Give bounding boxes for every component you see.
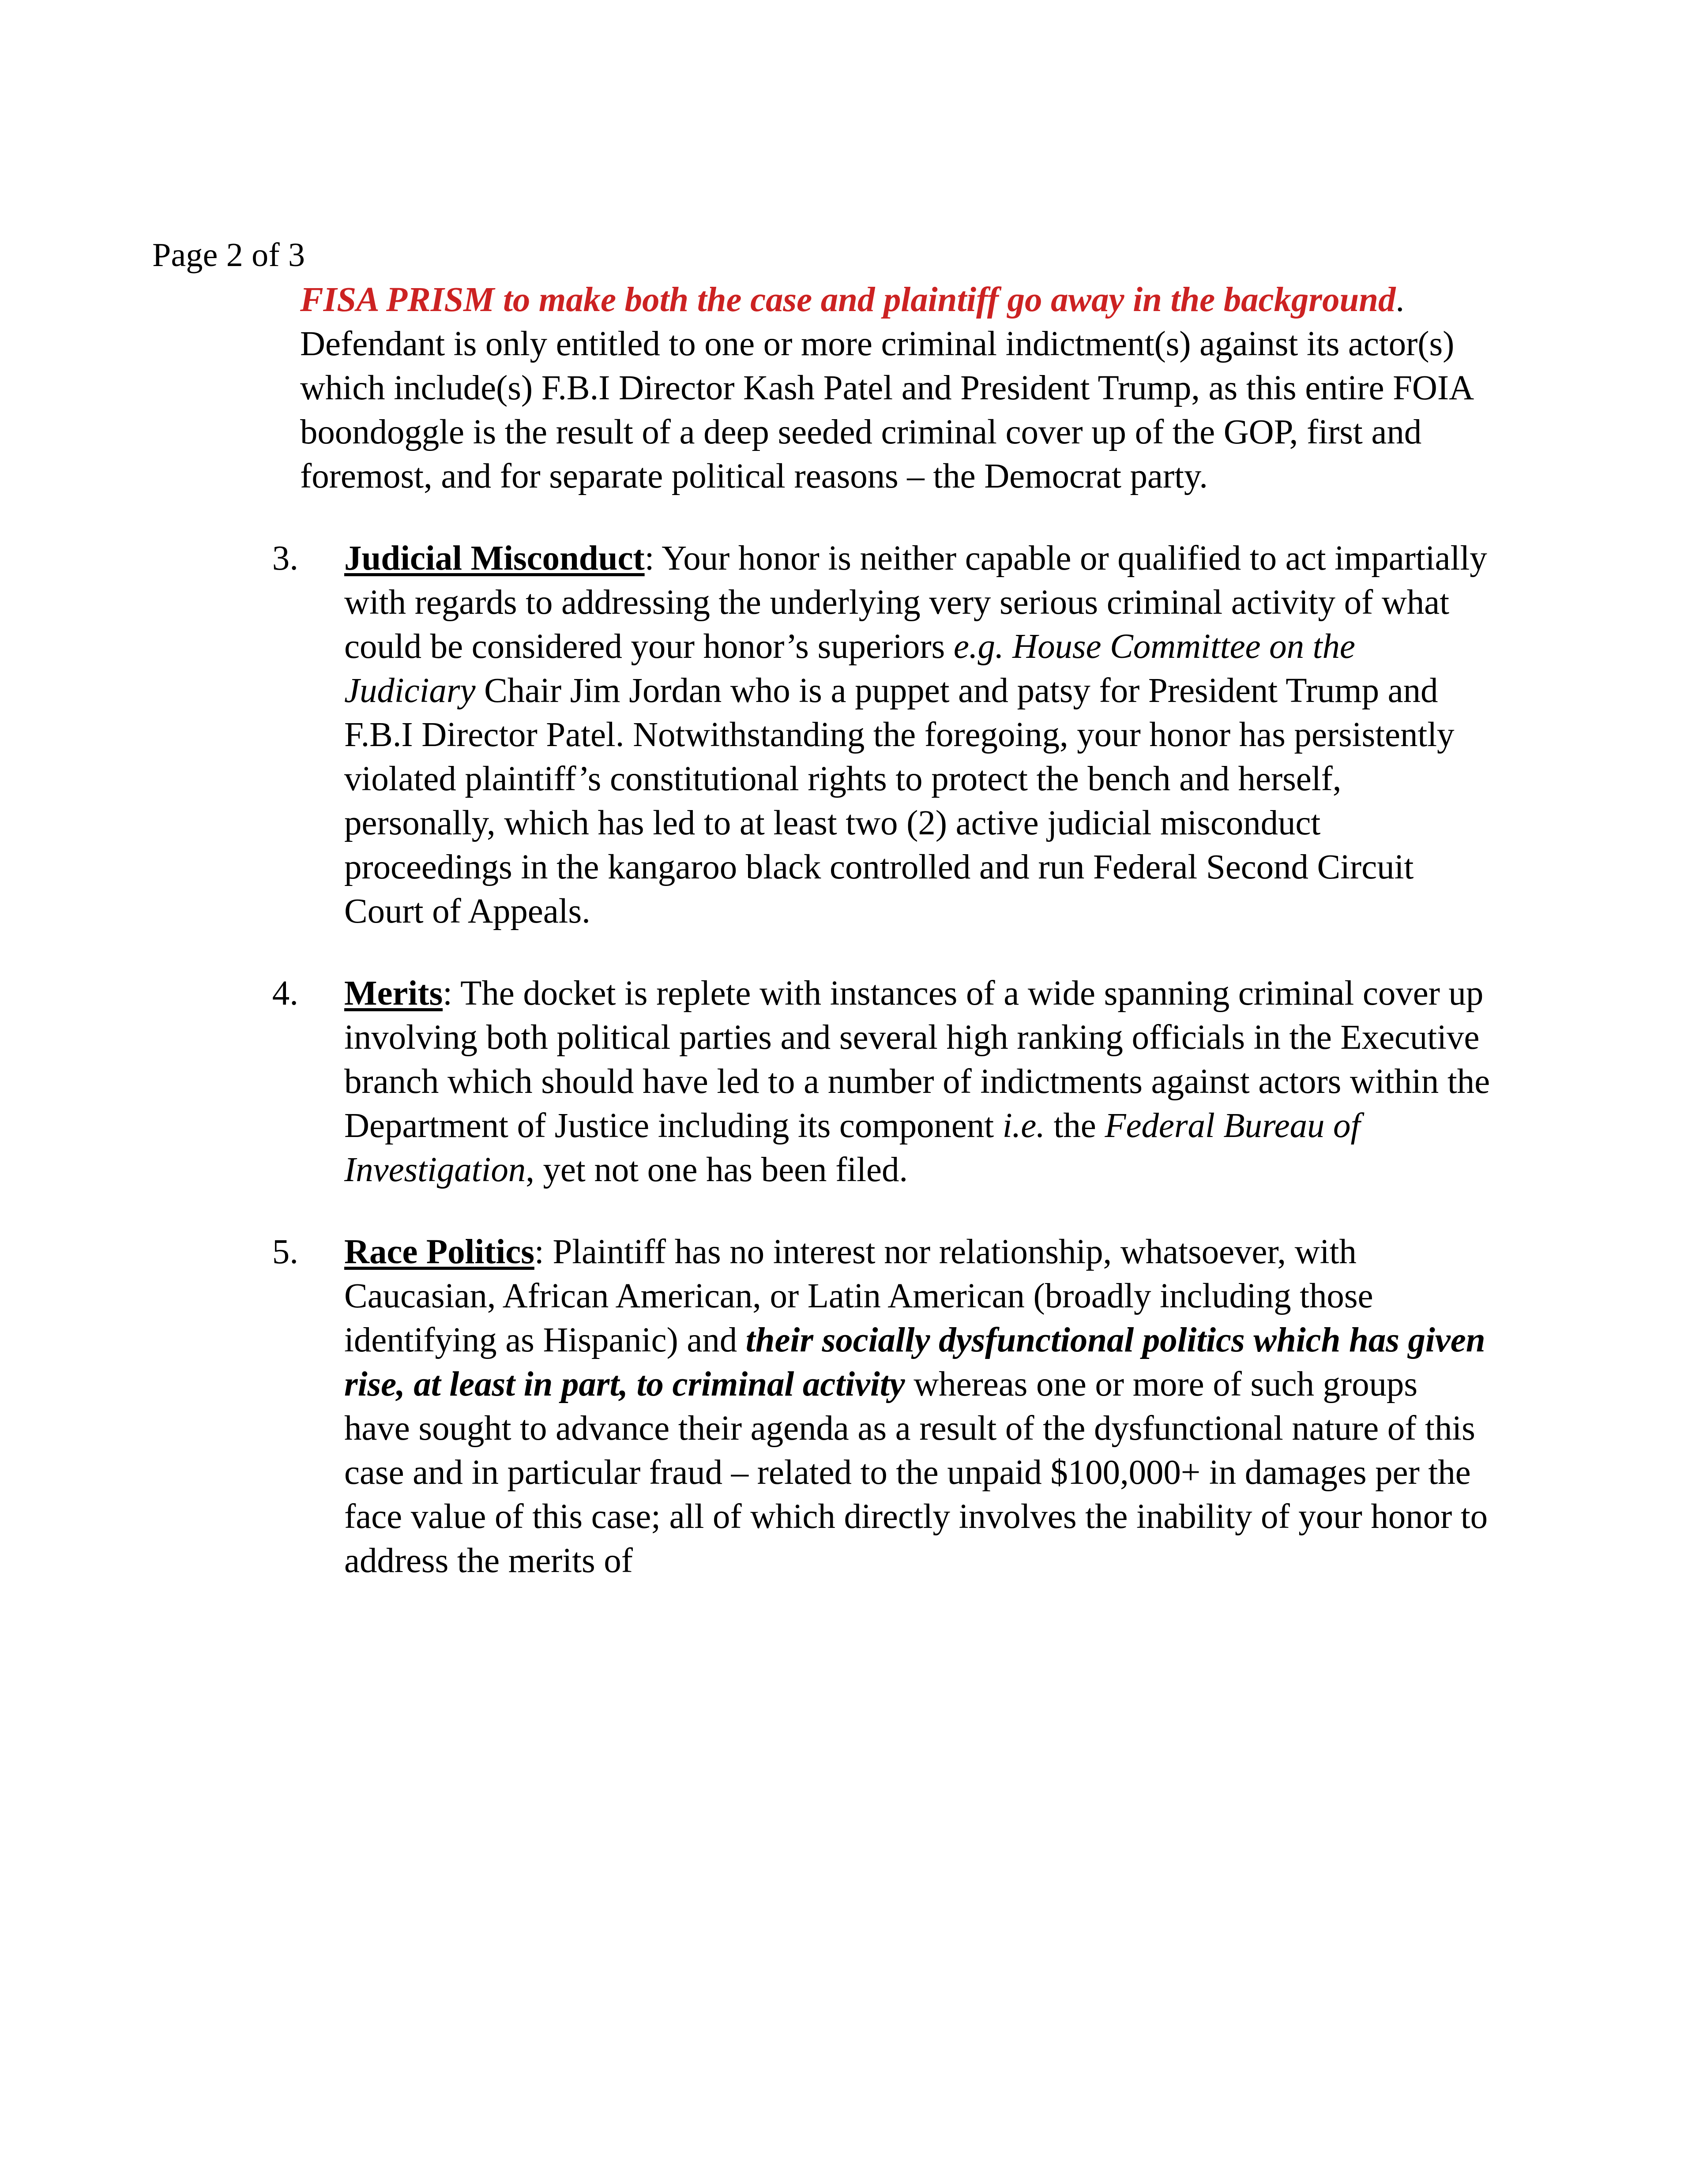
list-item-marker: 4. bbox=[272, 974, 298, 1013]
claim-segment-plain: whereas one or more of such groups have sought to advance their agenda as a result of the dysfunctional nature of this case and in particular fraud – related to the unpaid $100,000+ in damages per the face value of this case; all of which directly involves the inability of your honor to address the merits of bbox=[344, 1365, 1488, 1580]
claim-segment-plain: : The docket is replete with instances of a wide spanning criminal cover up involving both political parties and several high ranking officials in the Executive branch which should have led to a number of indictments against actors within the Department of Justice including its component bbox=[344, 974, 1490, 1145]
page-number-header: Page 2 of 3 bbox=[152, 236, 305, 274]
claim-segment-italic: Federal Bureau of Investigation bbox=[344, 1107, 1361, 1189]
claim-segment-plain: , yet not one has been filed. bbox=[526, 1151, 908, 1189]
list-item-marker: 5. bbox=[272, 1233, 298, 1271]
claim-heading: Merits bbox=[344, 974, 443, 1013]
claim-heading: Judicial Misconduct bbox=[344, 539, 645, 578]
claim-segment-italic: e.g. House Committee on the Judiciary bbox=[344, 627, 1355, 710]
lead-paragraph-red-emphasis: FISA PRISM to make both the case and plaintiff go away in the background bbox=[300, 281, 1396, 319]
claim-segment-bold-italic: their socially dysfunctional politics which has given rise, at least in part, to criminal activity bbox=[344, 1321, 1485, 1403]
list-item bbox=[272, 1230, 1492, 1583]
claims-list bbox=[272, 537, 1492, 1583]
claim-text bbox=[344, 972, 1492, 1192]
list-item bbox=[272, 537, 1492, 934]
claim-segment-plain: : Your honor is neither capable or qualified to act impartially with regards to addressing the underlying very serious criminal activity of what could be considered your honor’s superiors bbox=[344, 539, 1487, 666]
claim-segment-plain: : Plaintiff has no interest nor relationship, whatsoever, with Caucasian, African American, or Latin American (broadly including those identifying as Hispanic) and bbox=[344, 1233, 1373, 1359]
claim-segment-plain: the bbox=[1045, 1107, 1105, 1145]
claim-text bbox=[344, 537, 1492, 934]
document-body bbox=[272, 278, 1492, 1583]
claim-text bbox=[344, 1230, 1492, 1583]
list-item bbox=[272, 972, 1492, 1192]
claim-heading: Race Politics bbox=[344, 1233, 534, 1271]
claim-segment-plain: Chair Jim Jordan who is a puppet and patsy for President Trump and F.B.I Director Patel. Notwithstanding the foregoing, your honor has persistently violated plaintiff’s constitutional rights to protect the bench and herself, personally, which has led to at least two (2) active judicial misconduct proceedings in the kangaroo black controlled and run Federal Second Circuit Court of Appeals. bbox=[344, 672, 1455, 931]
lead-paragraph bbox=[300, 278, 1492, 499]
lead-paragraph-body: . Defendant is only entitled to one or more criminal indictment(s) against its actor(s) which include(s) F.B.I Director Kash Patel and President Trump, as this entire FOIA boondoggle is the result of a deep seeded criminal cover up of the GOP, first and foremost, and for separate political reasons – the Democrat party. bbox=[300, 281, 1472, 495]
list-item-marker: 3. bbox=[272, 539, 298, 578]
claim-segment-italic: i.e. bbox=[1002, 1107, 1045, 1145]
